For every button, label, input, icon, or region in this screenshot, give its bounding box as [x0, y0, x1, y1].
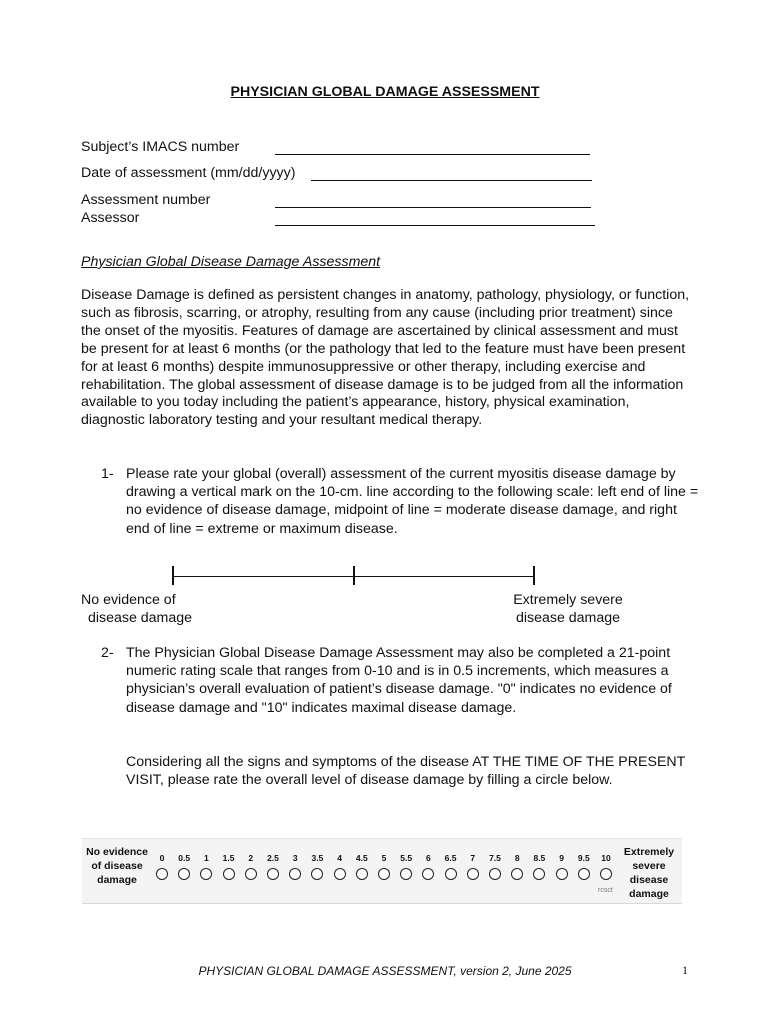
rating-option-circle[interactable] [533, 868, 545, 880]
rating-option-circle[interactable] [378, 868, 390, 880]
scale-right-label [500, 591, 636, 627]
page-number: 1 [682, 963, 688, 977]
rating-value-label: 9 [559, 853, 564, 863]
rating-note: rcsct [598, 887, 613, 894]
rating-value-label: 2.5 [267, 853, 279, 863]
assessor-field[interactable] [275, 225, 595, 226]
assessment-date-label: Date of assessment (mm/dd/yyyy) [81, 165, 296, 181]
rating-option-circle[interactable] [489, 868, 501, 880]
rating-value-label: 3.5 [311, 853, 324, 863]
rating-value-label: 7.5 [489, 853, 501, 863]
rating-option-circle[interactable] [445, 868, 457, 880]
rating-value-label: 2 [248, 853, 254, 863]
rating-option-circle[interactable] [511, 868, 523, 880]
footer-text: PHYSICIAN GLOBAL DAMAGE ASSESSMENT, version 2, June 2025 [198, 964, 572, 978]
rating-value-label: 5.5 [400, 853, 413, 863]
assessment-date-field[interactable] [311, 180, 592, 181]
rating-option-circle[interactable] [245, 868, 257, 880]
rating-value-label: 0.5 [178, 853, 191, 863]
rating-left-label: No evidence of disease damage [86, 846, 148, 886]
rating-value-label: 8 [514, 853, 520, 863]
assessment-number-label: Assessment number [81, 192, 211, 208]
rating-option-circle[interactable] [334, 868, 346, 880]
assessor-label: Assessor [81, 210, 140, 226]
rating-value-label: 5 [381, 853, 387, 863]
scale-right-label-line2: disease damage [515, 610, 621, 626]
rating-value-label: 1 [204, 853, 209, 863]
rating-value-label: 9.5 [577, 853, 590, 863]
rating-option-circle[interactable] [223, 868, 235, 880]
rating-option-circle[interactable] [600, 868, 612, 880]
rating-option-circle[interactable] [156, 868, 168, 880]
rating-value-label: 3 [292, 853, 298, 863]
rating-value-label: 7 [470, 853, 476, 863]
rating-option-circle[interactable] [422, 868, 434, 880]
rating-option-circle[interactable] [356, 868, 368, 880]
rating-value-label: 4.5 [355, 853, 368, 863]
rating-value-label: 8.5 [533, 853, 546, 863]
rating-value-label: 1.5 [222, 853, 235, 863]
page-title: PHYSICIAN GLOBAL DAMAGE ASSESSMENT [230, 84, 540, 100]
rating-value-label: 4 [337, 853, 342, 863]
question-1-text: Please rate your global (overall) assessment of the current myositis disease damage by drawing a vertical mark on the 10-cm. line according to the following scale: left end of line = no evidence of disease damage, midpoint of line = moderate disease damage, and right end of line = extreme or maximum disease. [126, 466, 699, 537]
rating-right-label: Extremely severe disease damage [623, 846, 675, 900]
rating-value-label: 0 [159, 853, 165, 863]
visual-analog-scale[interactable] [171, 566, 537, 588]
rating-option-circle[interactable] [556, 868, 568, 880]
rating-value-label: 10 [601, 853, 611, 863]
rating-option-circle[interactable] [178, 868, 190, 880]
rating-option-circle[interactable] [467, 868, 479, 880]
question-1 [101, 465, 701, 538]
rating-option-circle[interactable] [289, 868, 301, 880]
rating-option-circle[interactable] [578, 868, 590, 880]
scale-left-label-line2: disease damage [87, 610, 193, 626]
rating-option-circle[interactable] [400, 868, 412, 880]
numeric-rating-scale [82, 838, 682, 904]
imacs-number-label: Subject’s IMACS number [81, 139, 240, 155]
rating-option-circle[interactable] [200, 868, 212, 880]
scale-left-label-line1: No evidence of [81, 592, 176, 608]
question-2-text: The Physician Global Disease Damage Assessment may also be completed a 21-point numeric rating scale that ranges from 0-10 and is in 0.5 increments, which measures a physician’s overall evaluation of patient’s disease damage. "0" indicates no evidence of disease damage and "10" indicates maximal disease damage. [126, 645, 672, 716]
scale-left-label [76, 591, 204, 627]
damage-definition-paragraph: Disease Damage is defined as persistent changes in anatomy, pathology, physiology, or function, such as fibrosis, scarring, or atrophy, resulting from any cause (including prior treatment) since the onset of the myositis. Features of damage are ascertained by clinical assessment and must be present for at least 6 months (or the pathology that led to the feature must have been present for at least 6 months) despite immunosuppressive or other therapy, including exercise and rehabilitation. The global assessment of disease damage is to be judged from all the information available to you today including the patient’s appearance, history, physical examination, diagnostic laboratory testing and your resultant medical therapy. [81, 287, 690, 429]
scale-right-label-line1: Extremely severe [513, 592, 623, 608]
rating-option-circle[interactable] [311, 868, 323, 880]
rating-option-circle[interactable] [267, 868, 279, 880]
assessment-number-field[interactable] [275, 207, 591, 208]
imacs-number-field[interactable] [275, 154, 590, 155]
question-2-instruction: Considering all the signs and symptoms of the disease AT THE TIME OF THE PRESENT VISIT, please rate the overall level of disease damage by filling a circle below. [126, 753, 686, 789]
scale-line [172, 576, 535, 577]
rating-value-label: 6.5 [444, 853, 457, 863]
question-1-number: 1- [101, 466, 114, 482]
rating-value-label: 6 [426, 853, 431, 863]
section-title: Physician Global Disease Damage Assessment [81, 254, 381, 270]
question-2-number: 2- [101, 645, 114, 661]
question-2 [101, 644, 701, 789]
